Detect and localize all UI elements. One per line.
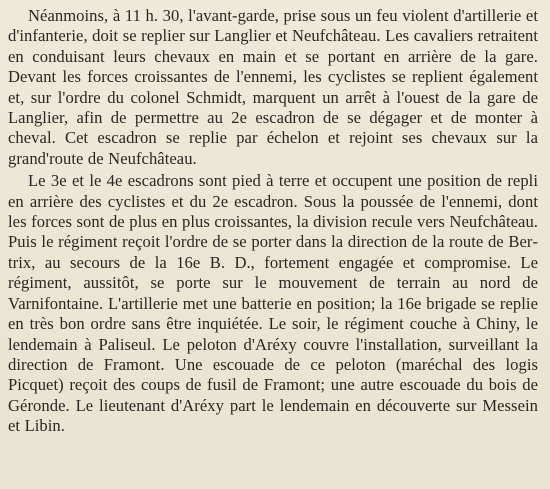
paragraph-2: Le 3e et le 4e escadrons sont pied à terre et occupent une position de repli en arrière des cyclistes et du 2e escadron. Sous la poussée de l'ennemi, dont les forces sont de plus en plus croissantes, la division recule vers Neufchâteau. Puis le régiment reçoit l'ordre de se porter dans la direction de la route de Bertrix, au secours de la 16e B. D., fortement engagée et compromise. Le régiment, aussitôt, se porte sur le mouvement de terrain au nord de Varnifontaine. L'artillerie met une batterie en position; la 16e brigade se replie en très bon ordre sans être inquiétée. Le soir, le régiment couche à Chiny, le lendemain à Paliseul. Le peloton d'Aréxy couvre l'installation, surveillant la direction de Framont. Une escouade de ce peloton (maréchal des logis Picquet) reçoit des coups de fusil de Framont; une autre escouade du bois de Géronde. Le lieutenant d'Aréxy part le lendemain en découverte sur Messein et Libin. [8, 171, 538, 436]
paragraph-1: Néanmoins, à 11 h. 30, l'avant-garde, prise sous un feu violent d'artillerie et d'infanterie, doit se replier sur Langlier et Neufchâteau. Les cavaliers retraitent en conduisant leurs chevaux en main et se portant en arrière de la gare. Devant les forces croissantes de l'ennemi, les cyclistes se replient également et, sur l'ordre du colonel Schmidt, marquent un arrêt à l'ouest de la gare de Langlier, afin de permettre au 2e escadron de se dégager et de monter à cheval. Cet escadron se replie par échelon et rejoint ses chevaux sur la grand'route de Neufchâteau. [8, 6, 538, 168]
